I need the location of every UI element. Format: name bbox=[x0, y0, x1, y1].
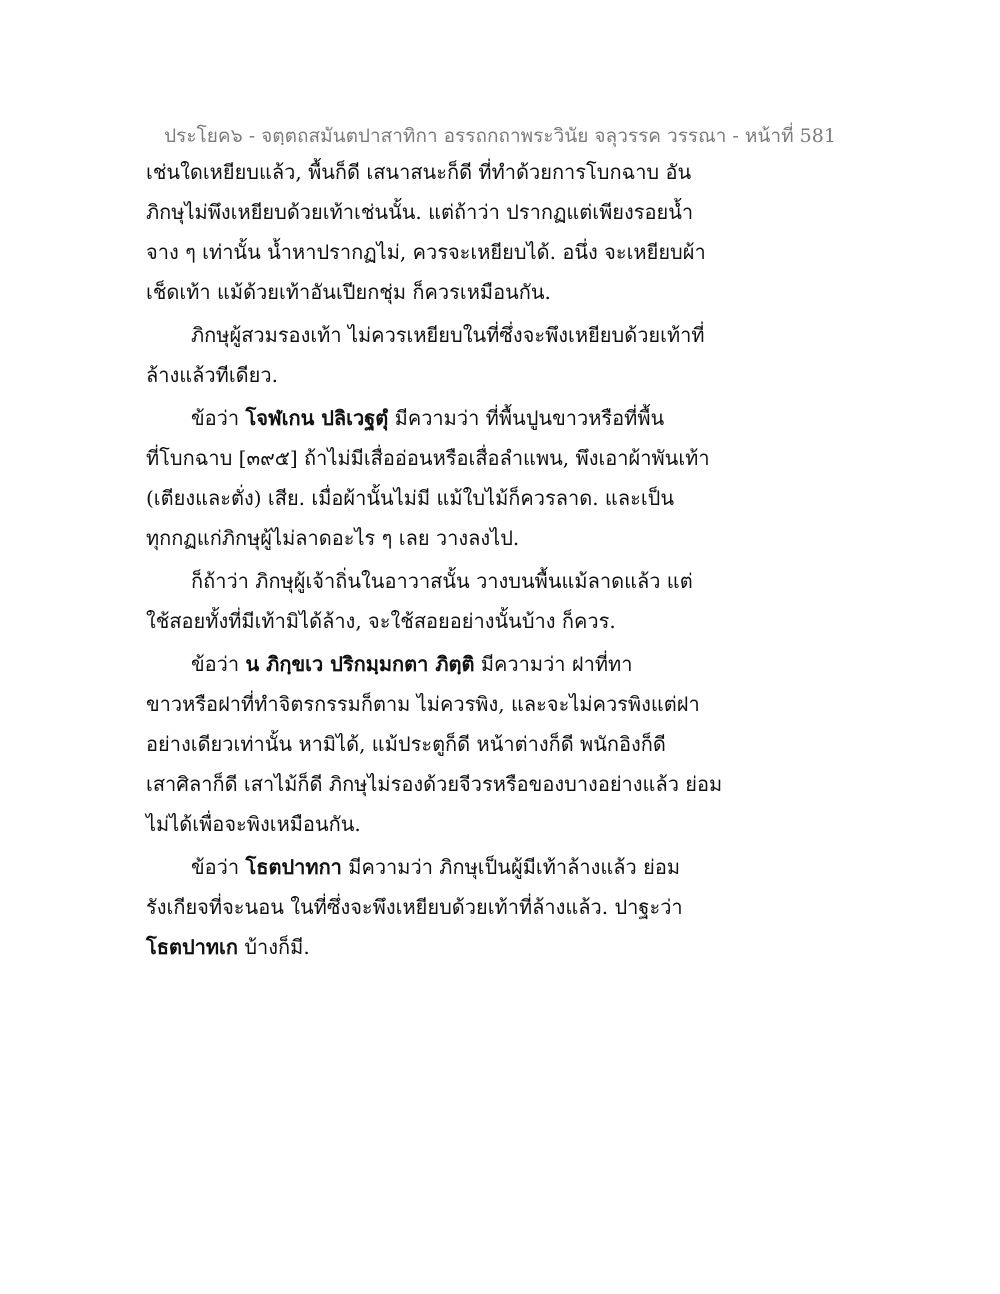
text-segment: มีความว่า ภิกษุเป็นผู้มีเท้าล้างแล้ว ย่อม bbox=[341, 855, 681, 879]
bold-term: โธตปาทกา bbox=[245, 855, 342, 879]
text-line bbox=[146, 152, 706, 192]
text-line bbox=[146, 644, 706, 684]
text-line bbox=[146, 601, 706, 641]
text-segment: ที่โบกฉาบ [๓๙๕] ถ้าไม่มีเสื่ออ่อนหรือเสื่อลำแพน, พึงเอาผ้าพันเท้า bbox=[146, 446, 710, 470]
text-segment: มีความว่า ที่พื้นปูนขาวหรือที่พื้น bbox=[388, 406, 665, 430]
text-line bbox=[146, 192, 706, 232]
text-segment: ทุกกฏแก่ภิกษุผู้ไม่ลาดอะไร ๆ เลย วางลงไป. bbox=[146, 526, 520, 550]
text-line bbox=[146, 232, 706, 272]
text-segment: ล้างแล้วทีเดียว. bbox=[146, 363, 278, 387]
text-segment: มีความว่า ฝาที่ทา bbox=[474, 652, 633, 676]
text-segment: ไม่ได้เพื่อจะพิงเหมือนกัน. bbox=[146, 812, 361, 836]
text-line bbox=[146, 927, 706, 967]
bold-term: โธตปาทเก bbox=[146, 935, 238, 959]
text-segment: ข้อว่า bbox=[191, 652, 246, 676]
text-line bbox=[146, 355, 706, 395]
text-line bbox=[146, 887, 706, 927]
text-segment: เช่นใดเหยียบแล้ว, พื้นก็ดี เสนาสนะก็ดี ที่ทำด้วยการโบกฉาบ อัน bbox=[146, 160, 692, 184]
bold-term: น ภิกฺขเว ปริกมฺมกตา ภิตฺติ bbox=[245, 652, 475, 676]
text-line bbox=[146, 847, 706, 887]
text-segment: (เตียงและตั่ง) เสีย. เมื่อผ้านั้นไม่มี แม้ใบไม้ก็ควรลาด. และเป็น bbox=[146, 486, 675, 510]
running-header: ประโยค๖ - จตฺตถสมันตปาสาทิกา อรรถกถาพระวินัย จลุวรรค วรรณา - หน้าที่ 581 bbox=[164, 125, 836, 147]
text-line bbox=[146, 398, 706, 438]
text-segment: ภิกษุผู้สวมรองเท้า ไม่ควรเหยียบในที่ซึ่งจะพึงเหยียบด้วยเท้าที่ bbox=[191, 323, 705, 347]
text-segment: ก็ถ้าว่า ภิกษุผู้เจ้าถิ่นในอาวาสนั้น วางบนพื้นแม้ลาดแล้ว แต่ bbox=[191, 569, 693, 593]
text-line bbox=[146, 438, 710, 478]
text-line bbox=[146, 724, 706, 764]
text-segment: ขาวหรือฝาที่ทำจิตรกรรมก็ตาม ไม่ควรพิง, และจะไม่ควรพิงแต่ฝา bbox=[146, 692, 700, 716]
text-segment: จาง ๆ เท่านั้น น้ำหาปรากฏไม่, ควรจะเหยียบได้. อนึ่ง จะเหยียบผ้า bbox=[146, 240, 706, 264]
text-line bbox=[146, 684, 706, 724]
text-line bbox=[146, 478, 706, 518]
text-segment: ภิกษุไม่พึงเหยียบด้วยเท้าเช่นนั้น. แต่ถ้าว่า ปรากฏแต่เพียงรอยน้ำ bbox=[146, 200, 694, 224]
text-segment: ข้อว่า bbox=[191, 855, 246, 879]
text-segment: รังเกียจที่จะนอน ในที่ซึ่งจะพึงเหยียบด้วยเท้าที่ล้างแล้ว. ปาฐะว่า bbox=[146, 895, 683, 919]
text-segment: อย่างเดียวเท่านั้น หามิได้, แม้ประตูก็ดี หน้าต่างก็ดี พนักอิงก็ดี bbox=[146, 732, 666, 756]
text-line bbox=[146, 561, 706, 601]
text-line bbox=[146, 518, 706, 558]
bold-term: โจฬเกน ปลิเวฐตุํ bbox=[245, 406, 389, 430]
text-segment: ข้อว่า bbox=[191, 406, 246, 430]
text-segment: เช็ดเท้า แม้ด้วยเท้าอันเปียกชุ่ม ก็ควรเหมือนกัน. bbox=[146, 280, 551, 304]
text-line bbox=[146, 764, 723, 804]
text-line bbox=[146, 804, 706, 844]
body-text bbox=[146, 152, 723, 967]
text-line bbox=[146, 272, 706, 312]
text-line bbox=[146, 315, 706, 355]
text-segment: บ้างก็มี. bbox=[238, 935, 310, 959]
text-segment: เสาศิลาก็ดี เสาไม้ก็ดี ภิกษุไม่รองด้วยจีวรหรือของบางอย่างแล้ว ย่อม bbox=[146, 772, 723, 796]
text-segment: ใช้สอยทั้งที่มีเท้ามิได้ล้าง, จะใช้สอยอย่างนั้นบ้าง ก็ควร. bbox=[146, 609, 616, 633]
